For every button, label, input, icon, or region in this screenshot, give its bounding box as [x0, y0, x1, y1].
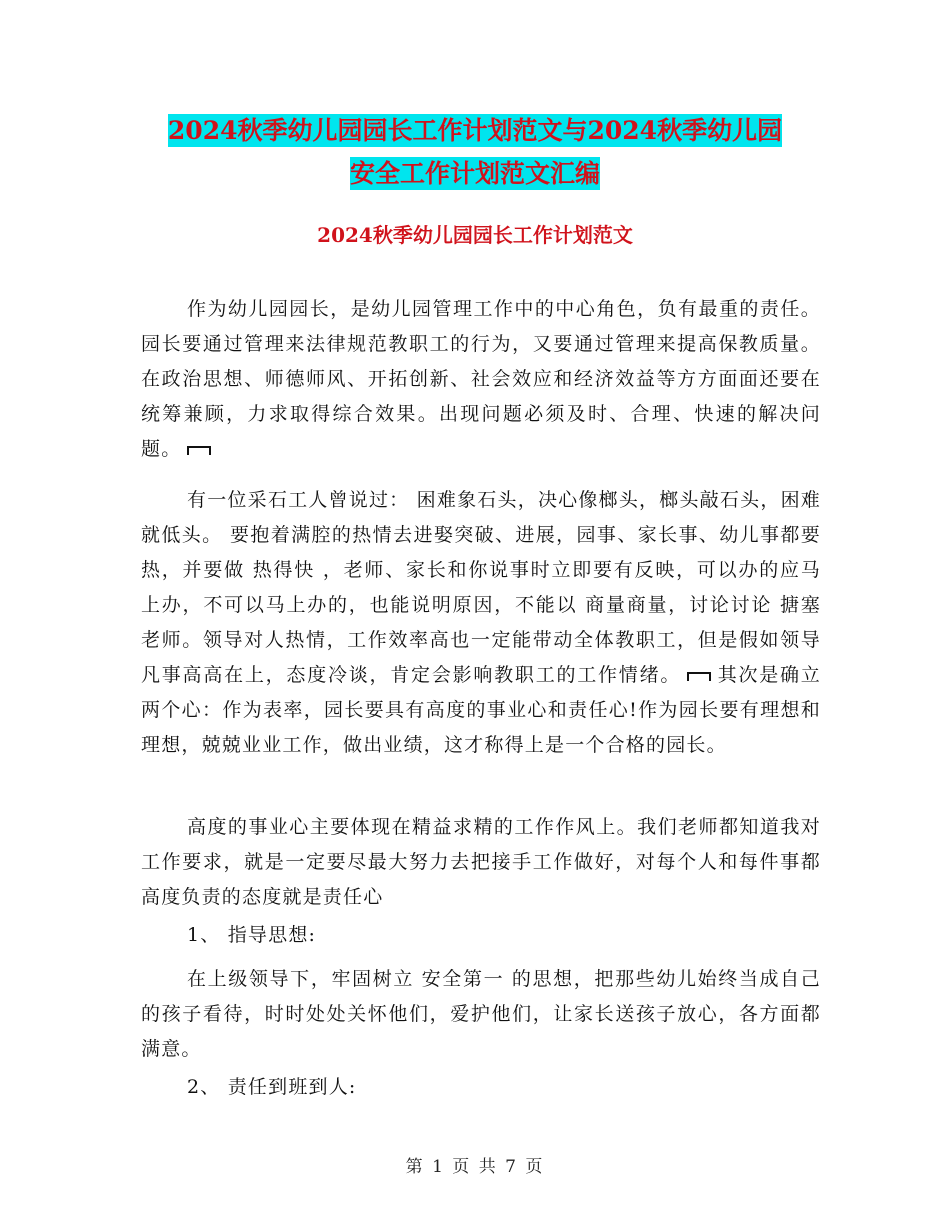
bracket-mark-icon — [685, 667, 713, 681]
paragraph-1-text: 作为幼儿园园长，是幼儿园管理工作中的中心角色，负有最重的责任。园长要通过管理来法律规范教职工的行为，又要通过管理来提高保教质量。在政治思想、师德师风、开拓创新、社会效应和经济效益等方方面面还要在统筹兼顾，力求取得综合效果。出现问题必须及时、合理、快速的解决问题。 — [141, 298, 821, 460]
paragraph-3: 高度的事业心主要体现在精益求精的工作作风上。我们老师都知道我对工作要求，就是一定要尽最大努力去把接手工作做好，对每个人和每件事都高度负责的态度就是责任心 — [141, 816, 821, 908]
list-heading-2: 2、 责任到班到人: — [187, 1076, 357, 1098]
paragraph-5: 在上级领导下，牢固树立 安全第一 的思想，把那些幼儿始终当成自己的孩子看待，时时处处关怀他们，爱护他们，让家长送孩子放心，各方面都满意。 — [141, 968, 821, 1060]
bracket-mark-icon — [185, 441, 213, 455]
paragraph-1 — [141, 292, 821, 467]
page-footer: 第 1 页 共 7 页 — [405, 1157, 545, 1177]
title-highlight-2: 安全工作计划范文汇编 — [349, 159, 600, 188]
paragraph-2 — [141, 483, 821, 763]
paragraph-2b-text: 其次是确立两个心：作为表率，园长要具有高度的事业心和责任心!作为园长要有理想和理想，兢兢业业工作，做出业绩，这才称得上是一个合格的园长。 — [141, 664, 821, 756]
list-heading-1: 1、 指导思想: — [187, 924, 317, 946]
title-highlight-1: 2024秋季幼儿园园长工作计划范文与2024秋季幼儿园 — [167, 116, 783, 145]
section-heading: 2024秋季幼儿园园长工作计划范文 — [317, 223, 633, 247]
paragraph-2a-text: 有一位采石工人曾说过： 困难象石头，决心像榔头，榔头敲石头，困难就低头。 要抱着满腔的热情去进娶突破、进展，园事、家长事、幼儿事都要热，并要做 热得快 ，老师、家长和你说事时立即要有反映，可以办的应马上办，不可以马上办的，也能说明原因，不能以 商量商量，讨论讨论 搪塞老师。领导对人热情，工作效率高也一定能带动全体教职工，但是假如领导凡事高高在上，态度冷谈，肯定会影响教职工的工作情绪。 — [141, 489, 821, 686]
document-title-line-2 — [0, 157, 950, 191]
document-title-line-1 — [0, 114, 950, 148]
